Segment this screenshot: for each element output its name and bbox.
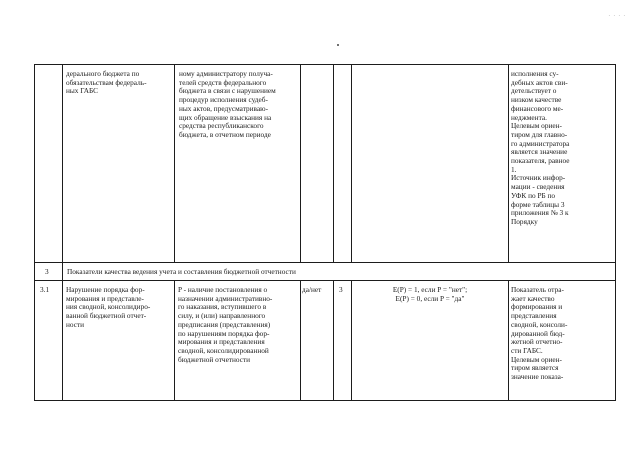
col-line-1-section — [62, 262, 63, 280]
col-line-1-upper — [62, 64, 63, 262]
col-line-2-lower — [174, 280, 175, 400]
col-line-2-upper — [174, 64, 175, 262]
col-line-1-lower — [62, 280, 63, 400]
table-left-line — [34, 64, 35, 401]
indicator-weight: 3 — [339, 285, 343, 294]
indicator-comment: Показатель отра- жает качество формирования и представления сводной, консоли- дированной бюд- жетной отчетно- сти ГАБС. Целевым ориен- тиром является значение показа- — [511, 285, 568, 382]
section-number: 3 — [45, 267, 49, 276]
section-title: Показатели качества ведения учета и составления бюджетной отчетности — [67, 267, 296, 276]
section-top-line — [34, 262, 616, 263]
section-bottom-line — [34, 280, 616, 281]
continued-indicator-definition: ному администратору получа- телей средств федерального бюджета в связи с нарушением процедур исполнения судеб- ных актов, предусматриваю- щих обращение взыскания на средства республиканского бюджета, в отчетном периоде — [179, 69, 276, 139]
continued-indicator-comment: исполнения су- дебных актов сви- детельствует о низком качестве финансового ме- неджмента. Целевым ориен- тиром для главно- го администратора является значение показателя, равное 1. Источник инфор- мации - сведения УФК по РБ по форме таблицы 3 приложения № 3 к Порядку — [511, 69, 570, 226]
row-number: 3.1 — [40, 285, 50, 294]
col-line-5-upper — [351, 64, 352, 262]
col-line-3-lower — [300, 280, 301, 400]
header-mark: . . . . — [608, 12, 626, 18]
col-line-6-lower — [508, 280, 509, 400]
scan-dot — [337, 44, 339, 46]
indicator-formula: E(P) = 1, если P = "нет"; E(P) = 0, если P = "да" — [392, 285, 468, 303]
col-line-4-upper — [333, 64, 334, 262]
table-top-line — [34, 64, 616, 65]
indicator-unit: да/нет — [302, 285, 322, 294]
table-bottom-line — [34, 400, 616, 401]
col-line-6-upper — [508, 64, 509, 262]
indicator-name: Нарушение порядка фор- мирования и представле- ния сводной, консолидиро- ванной бюджетной отчет- ности — [66, 285, 151, 329]
col-line-3-upper — [300, 64, 301, 262]
indicator-definition: P - наличие постановления о назначении административно- го наказания, вступившего в силу, и (или) направленного предписания (представления) по нарушениям порядка фор- мирования и представления сводной, консолидированной бюджетной отчетности — [178, 285, 273, 364]
col-line-4-lower — [333, 280, 334, 400]
continued-indicator-name: дерального бюджета по обязательствам федераль- ных ГАБС — [66, 69, 147, 96]
table-right-line — [615, 64, 616, 401]
